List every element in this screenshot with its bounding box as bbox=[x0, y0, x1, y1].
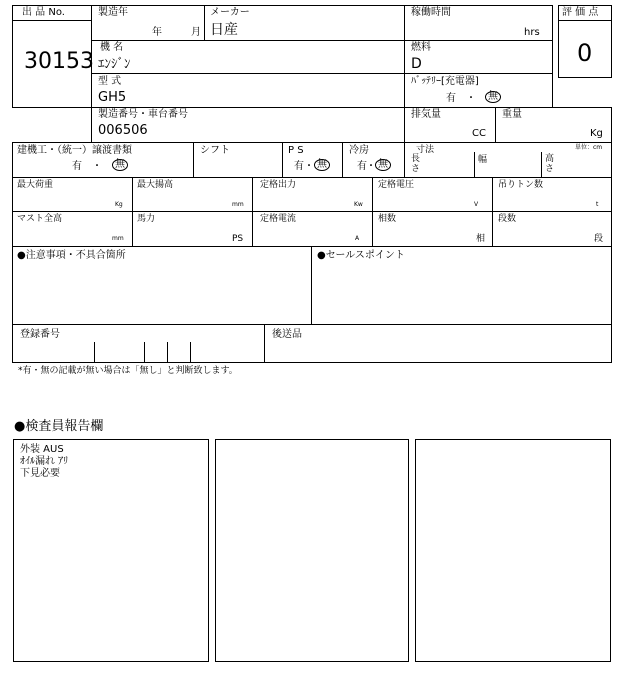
battery-yes: 有 bbox=[446, 93, 456, 104]
max-load-label: 最大荷重 bbox=[17, 180, 54, 190]
type-label: 型 式 bbox=[98, 76, 122, 87]
aftersend-cell bbox=[264, 324, 612, 363]
cc-unit: CC bbox=[472, 128, 486, 139]
cooler-yes: 有 bbox=[357, 161, 367, 172]
rated-current-unit: A bbox=[355, 235, 360, 242]
inspector-box-3 bbox=[415, 439, 611, 662]
fuel-value: D bbox=[411, 56, 422, 72]
rated-voltage-unit: V bbox=[474, 201, 479, 208]
caution-label: ●注意事項・不具合箇所 bbox=[17, 250, 126, 261]
maker-label: メーカー bbox=[210, 7, 250, 18]
cooler-no-circled: 無 bbox=[375, 159, 391, 171]
battery-label: ﾊﾞｯﾃﾘｰ[充電器] bbox=[411, 76, 479, 87]
kensetsu-yes: 有 bbox=[72, 161, 82, 172]
height-label: 高 さ bbox=[545, 154, 555, 174]
max-lift-label: 最大揚高 bbox=[137, 180, 174, 190]
width-label: 幅 bbox=[478, 155, 488, 165]
horsepower-unit: PS bbox=[232, 234, 244, 244]
inspector-line-2: ｵｲﾙ漏れ ｱﾘ bbox=[20, 456, 69, 467]
fuel-label: 燃料 bbox=[411, 42, 431, 53]
registration-label: 登録番号 bbox=[20, 329, 60, 340]
grade-value: 0 bbox=[577, 39, 593, 67]
stages-label: 段数 bbox=[498, 214, 517, 224]
shift-label: シフト bbox=[200, 145, 230, 156]
max-load-unit: Kg bbox=[115, 201, 123, 208]
hours-unit: hrs bbox=[524, 27, 540, 38]
mast-height-label: マスト全高 bbox=[17, 214, 63, 224]
crane-ton-label: 吊りトン数 bbox=[498, 180, 544, 190]
phases-label: 相数 bbox=[378, 214, 397, 224]
rated-output-unit: Kw bbox=[354, 201, 363, 208]
maker-value: 日産 bbox=[210, 22, 238, 38]
battery-dot: ・ bbox=[466, 93, 476, 104]
dims-divider-1 bbox=[474, 152, 475, 178]
reg-divider-2 bbox=[144, 342, 145, 363]
model-name-cell bbox=[91, 40, 405, 74]
serial-label: 製造番号・車台番号 bbox=[98, 109, 188, 120]
inspector-line-3: 下見必要 bbox=[20, 468, 60, 479]
rated-current-label: 定格電流 bbox=[260, 214, 297, 224]
grade-label: 評 価 点 bbox=[562, 7, 599, 18]
ps-dot: ・ bbox=[304, 161, 314, 172]
shuppin-no: 30153 bbox=[24, 49, 94, 74]
reg-divider-4 bbox=[190, 342, 191, 363]
rated-output-label: 定格出力 bbox=[260, 180, 297, 190]
note-text: *有・無の記載が無い場合は「無し」と判断致します。 bbox=[18, 366, 238, 376]
mast-height-unit: mm bbox=[112, 235, 124, 242]
shuppin-label: 出 品 No. bbox=[22, 7, 65, 18]
kg-unit: Kg bbox=[590, 128, 603, 139]
phases-unit: 相 bbox=[476, 234, 486, 244]
reg-divider-1 bbox=[94, 342, 95, 363]
rated-voltage-label: 定格電圧 bbox=[378, 180, 415, 190]
weight-label: 重量 bbox=[502, 109, 522, 120]
serial-value: 006506 bbox=[98, 123, 148, 138]
stages-unit: 段 bbox=[594, 234, 604, 244]
length-label: 長 さ bbox=[411, 154, 421, 174]
ps-no-circled: 無 bbox=[314, 159, 330, 171]
cooler-label: 冷房 bbox=[349, 145, 369, 156]
inspector-line-1: 外装 AUS bbox=[20, 444, 64, 455]
inspector-box-2 bbox=[215, 439, 409, 662]
battery-no-circled: 無 bbox=[485, 91, 501, 103]
year-label: 製造年 bbox=[98, 7, 128, 18]
sales-label: ●セールスポイント bbox=[317, 250, 405, 261]
reg-divider-3 bbox=[167, 342, 168, 363]
ps-label: P S bbox=[288, 145, 304, 156]
dims-divider-2 bbox=[541, 152, 542, 178]
inspector-label: ●検査員報告欄 bbox=[14, 419, 104, 434]
cooler-dot: ・ bbox=[366, 161, 376, 172]
kensetsu-label: 建機工・（統一）譲渡書類 bbox=[17, 145, 132, 156]
type-cell bbox=[91, 73, 405, 108]
year-unit: 年 bbox=[152, 27, 162, 38]
month-unit: 月 bbox=[191, 27, 201, 38]
crane-ton-unit: t bbox=[596, 201, 599, 208]
model-name-label: 機 名 bbox=[100, 42, 124, 53]
dims-label: 寸法 bbox=[416, 145, 435, 155]
unit-note: 単位：cm bbox=[575, 144, 603, 151]
displacement-label: 排気量 bbox=[411, 109, 441, 120]
kensetsu-dot: ・ bbox=[92, 161, 102, 172]
type-value: GH5 bbox=[98, 90, 127, 105]
hours-label: 稼働時間 bbox=[411, 7, 451, 18]
kensetsu-no-circled: 無 bbox=[112, 159, 128, 171]
aftersend-label: 後送品 bbox=[272, 329, 302, 340]
horsepower-label: 馬力 bbox=[137, 214, 156, 224]
max-lift-unit: mm bbox=[232, 201, 244, 208]
ps-yes: 有 bbox=[294, 161, 304, 172]
model-name-value: ｴﾝｼﾞﾝ bbox=[98, 57, 131, 72]
